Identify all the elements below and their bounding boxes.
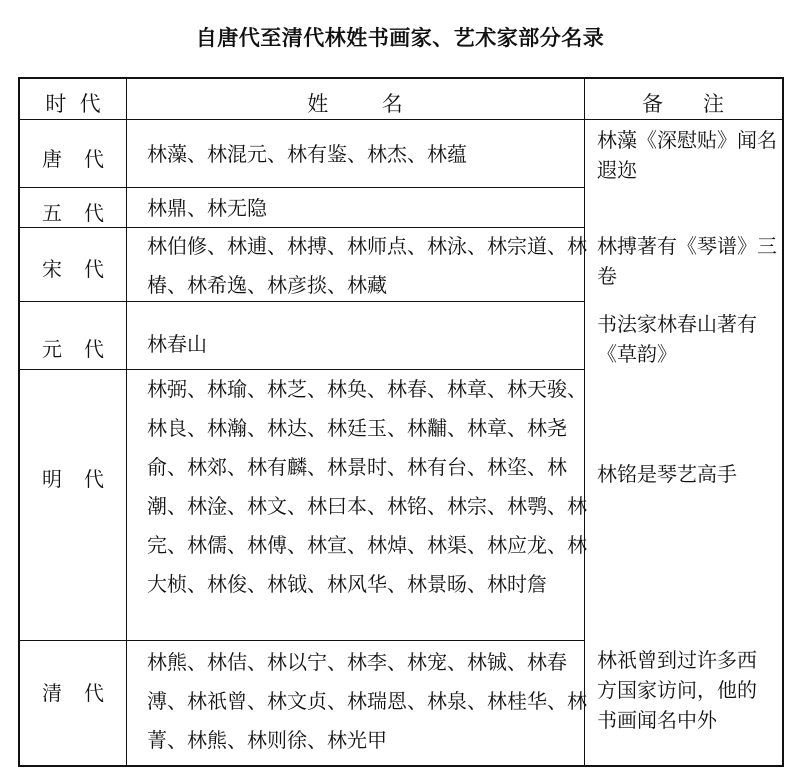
header-name: 姓 名 bbox=[307, 92, 403, 116]
header-divider bbox=[20, 119, 782, 120]
era-label: 五代 bbox=[42, 201, 126, 225]
note-cell: 林祇曾到过许多西方国家访问，他的书画闻名中外 bbox=[597, 648, 757, 732]
row-divider bbox=[20, 640, 584, 641]
column-divider bbox=[126, 79, 127, 765]
note-cell: 林搏著有《琴谱》三卷 bbox=[597, 234, 777, 288]
names-cell: 林藻、林混元、林有鉴、林杰、林蕴 bbox=[147, 142, 467, 166]
names-cell: 林春山 bbox=[147, 332, 207, 356]
names-cell: 林弼、林瑜、林芝、林奂、林春、林章、林天骏、林良、林瀚、林达、林廷玉、林黼、林章、林尧俞、林郊、林有麟、林景时、林有台、林垐、林潮、林淦、林文、林曰本、林铭、林宗、林鹗、林完、林儒、林傅、林宣、林焯、林渠、林应龙、林大桢、林俊、林钺、林风华、林景旸、林时詹 bbox=[147, 377, 587, 596]
note-cell: 书法家林春山著有《草韵》 bbox=[597, 312, 757, 366]
header-note: 备 注 bbox=[641, 92, 725, 116]
era-label: 明代 bbox=[42, 467, 126, 491]
page-title: 自唐代至清代林姓书画家、艺术家部分名录 bbox=[195, 26, 605, 50]
era-label: 元代 bbox=[42, 337, 126, 361]
era-label: 清代 bbox=[42, 681, 126, 705]
note-cell: 林铭是琴艺高手 bbox=[597, 462, 737, 486]
names-cell: 林熊、林佶、林以宁、林李、林宠、林铖、林春溥、林祇曾、林文贞、林瑞恩、林泉、林桂华、林菁、林熊、林则徐、林光甲 bbox=[147, 650, 587, 752]
names-cell: 林鼎、林无隐 bbox=[147, 196, 267, 220]
roster-table bbox=[18, 77, 784, 767]
row-divider bbox=[20, 187, 584, 188]
era-label: 宋代 bbox=[42, 257, 126, 281]
names-cell: 林伯修、林逋、林搏、林师点、林泳、林宗道、林椿、林希逸、林彦掞、林藏 bbox=[147, 234, 587, 297]
note-cell: 林藻《深慰贴》闻名遐迩 bbox=[597, 128, 777, 182]
era-label: 唐代 bbox=[42, 147, 126, 171]
header-era: 时 代 bbox=[45, 92, 101, 116]
